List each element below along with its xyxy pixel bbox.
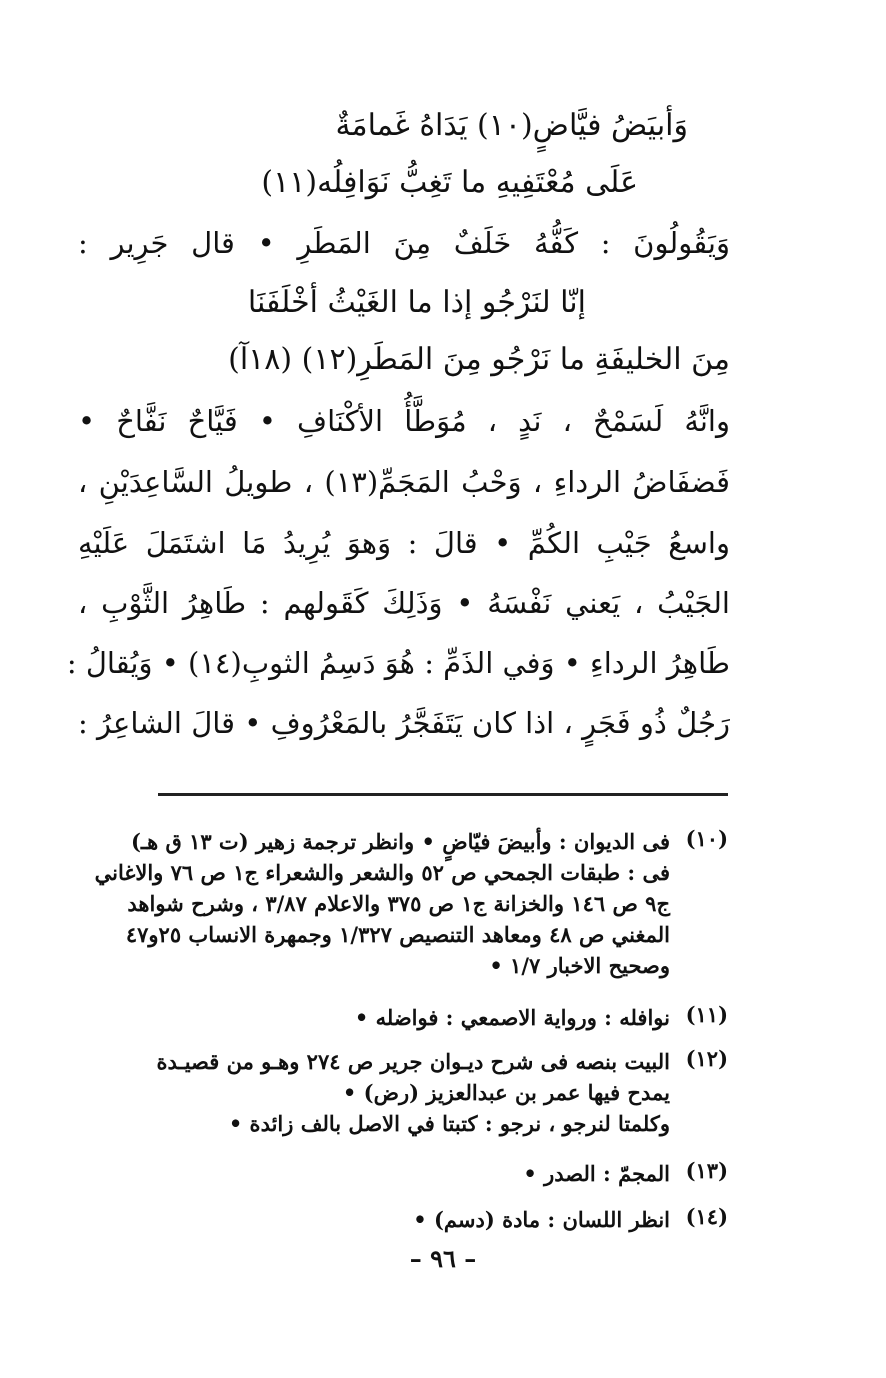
body-paragraph-line-5: طَاهِرُ الرداءِ • وَفي الذَمِّ : هُوَ دَسِمُ الثوبِ(١٤) • وَيُقالُ : (66, 646, 730, 680)
body-paragraph-line-4: الجَيْبُ ، يَعني نَفْسَهُ • وَذَلِكَ كَقَولهم : طَاهِرُ الثَّوْبِ ، (78, 586, 730, 620)
body-paragraph-line-3: واسعُ جَيْبِ الكُمِّ • قالَ : وَهوَ يُرِيدُ مَا اشتَمَلَ عَلَيْهِ (78, 526, 730, 560)
body-paragraph-line-1: وانَّهُ لَسَمْحٌ ، نَدٍ ، مُوَطَّأُ الأكْنَافِ • فَيَّاحٌ نَفَّاحٌ • (78, 404, 730, 438)
footnote-line: وكلمتا لنرجو ، نرجو : كتبتا في الاصل بالف زائدة • (228, 1111, 670, 1136)
footnote-number: (١٣) (685, 1158, 728, 1183)
footnote-line: المغني ص ٤٨ ومعاهد التنصيص ١/٣٢٧ وجمهرة الانساب ٢٥و٤٧ (125, 922, 670, 947)
footnote-11 (78, 1002, 728, 1033)
footnote-line: نوافله : ورواية الاصمعي : فواضله • (354, 1005, 670, 1030)
footnote-14 (78, 1204, 728, 1235)
footnote-line: ج٩ ص ١٤٦ والخزانة ج١ ص ٣٧٥ والاعلام ٣/٨٧ ، وشرح شواهد (127, 891, 670, 916)
footnote-number: (١٠) (685, 826, 728, 851)
footnote-text (78, 1046, 670, 1139)
footnote-line: وصحيح الاخبار ١/٧ • (489, 953, 670, 978)
footnote-line: المجمّ : الصدر • (523, 1161, 670, 1186)
footnote-line: البيت بنصه فى شرح ديـوان جرير ص ٢٧٤ وهـو من قصيـدة (156, 1049, 670, 1074)
footnote-text (78, 1002, 670, 1033)
verse-1-second-hemistich: عَلَى مُعْتَفِيهِ ما تَغِبُّ نَوَافِلُه(١١) (261, 165, 638, 200)
footnote-line: فى : طبقات الجمحي ص ٥٢ والشعر والشعراء ج١ ص ٧٦ والاغاني (94, 860, 670, 885)
footnote-line: فى الديوان : وأبيضَ فيّاضٍ • وانظر ترجمة زهير (ت ١٣ ق هـ) (130, 829, 670, 854)
footnote-12 (78, 1046, 728, 1139)
verse-2-second-hemistich: مِنَ الخليفَةِ ما نَرْجُو مِنَ المَطَرِ(١٢) (١٨آ) (228, 342, 730, 377)
page-number: – ٩٦ – (409, 1244, 477, 1273)
footnote-10 (78, 826, 728, 981)
footnote-text (78, 1204, 670, 1235)
footnote-line: يمدح فيها عمر بن عبدالعزيز (رض) • (342, 1080, 670, 1105)
footnote-line: انظر اللسان : مادة (دسم) • (413, 1207, 670, 1232)
body-line-3: وَيَقُولُونَ : كَفُّهُ خَلَفٌ مِنَ المَطَرِ • قال جَرِير : (78, 226, 730, 260)
footnote-divider (158, 793, 728, 796)
verse-2-first-hemistich: إنّا لنَرْجُو إذا ما الغَيْثُ أخْلَفَنَا (247, 285, 586, 320)
verse-1-first-hemistich: وَأبيَضُ فيَّاضٍ(١٠) يَدَاهُ غَمامَةٌ (335, 108, 688, 143)
footnote-13 (78, 1158, 728, 1189)
footnote-text (78, 1158, 670, 1189)
body-paragraph-line-2: فَضفَاضُ الرداءِ ، وَحْبُ المَجَمِّ(١٣) ، طويلُ السَّاعِدَيْنِ ، (78, 465, 730, 499)
footnote-number: (١١) (685, 1002, 728, 1027)
footnote-text (78, 826, 670, 981)
footnote-number: (١٤) (685, 1204, 728, 1229)
footnote-number: (١٢) (685, 1046, 728, 1071)
body-paragraph-line-6: رَجُلٌ ذُو فَجَرٍ ، اذا كان يَتَفَجَّرُ بالمَعْرُوفِ • قالَ الشاعِرُ : (78, 706, 730, 740)
